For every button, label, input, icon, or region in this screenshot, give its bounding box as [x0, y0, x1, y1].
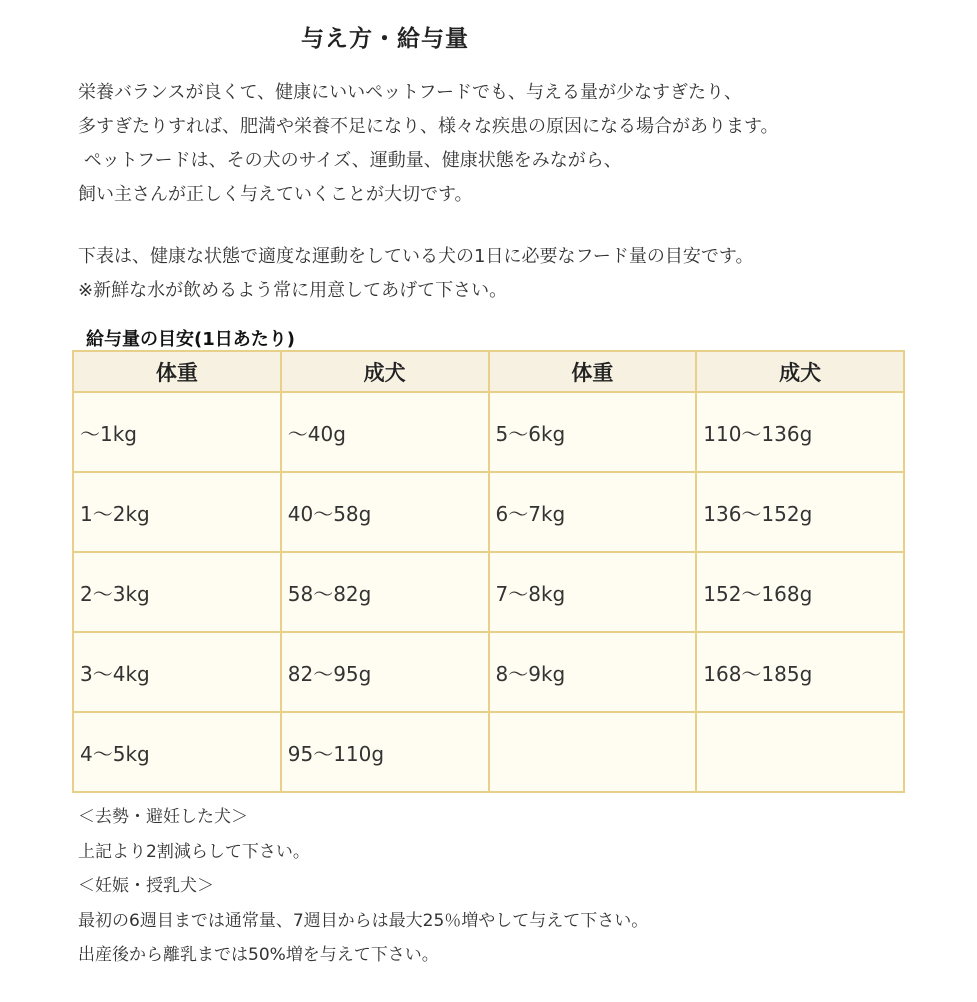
intro-line: 飼い主さんが正しく与えていくことが大切です。: [78, 184, 473, 205]
table-cell: 136～152g: [696, 472, 904, 552]
table-row: [73, 632, 904, 712]
table-cell: 6～7kg: [489, 472, 697, 552]
table-row: [73, 392, 904, 472]
table-cell: 58～82g: [281, 552, 489, 632]
header-weight: 体重: [73, 351, 281, 392]
table-cell: 1～2kg: [73, 472, 281, 552]
info-paragraph: [78, 240, 753, 308]
intro-line: ペットフードは、その犬のサイズ、運動量、健康状態をみながら、: [78, 150, 622, 171]
table-cell: 95～110g: [281, 712, 489, 792]
table-cell-empty: [489, 712, 697, 792]
table-cell: 168～185g: [696, 632, 904, 712]
note-heading-neutered: ＜去勢・避妊した犬＞: [78, 807, 248, 827]
table-cell: 7～8kg: [489, 552, 697, 632]
note-heading-pregnant: ＜妊娠・授乳犬＞: [78, 876, 214, 896]
note-line: 上記より2割減らして下さい。: [78, 841, 310, 862]
info-line: 下表は、健康な状態で適度な運動をしている犬の1日に必要なフード量の目安です。: [78, 246, 754, 267]
table-cell: 3～4kg: [73, 632, 281, 712]
table-cell: 4～5kg: [73, 712, 281, 792]
info-line: ※新鮮な水が飲めるよう常に用意してあげて下さい。: [78, 280, 508, 301]
table-cell: 8～9kg: [489, 632, 697, 712]
table-cell: ～1kg: [73, 392, 281, 472]
table-row: [73, 552, 904, 632]
table-caption: 給与量の目安(1日あたり): [86, 329, 295, 350]
intro-line: 多すぎたりすれば、肥満や栄養不足になり、様々な疾患の原因になる場合があります。: [78, 116, 779, 137]
notes-section: [78, 800, 648, 973]
header-adult: 成犬: [696, 351, 904, 392]
table-cell: 5～6kg: [489, 392, 697, 472]
table-cell: 110～136g: [696, 392, 904, 472]
intro-line: 栄養バランスが良くて、健康にいいペットフードでも、与える量が少なすぎたり、: [78, 82, 743, 103]
feeding-table: [72, 350, 905, 793]
note-line: 最初の6週目までは通常量、7週目からは最大25％増やして与えて下さい。: [78, 910, 649, 931]
table-row: [73, 712, 904, 792]
table-cell: 2～3kg: [73, 552, 281, 632]
note-line: 出産後から離乳までは50%増を与えて下さい。: [78, 945, 439, 965]
table-cell-empty: [696, 712, 904, 792]
header-weight: 体重: [489, 351, 697, 392]
page-title: 与え方・給与量: [301, 26, 469, 53]
table-cell: 82～95g: [281, 632, 489, 712]
intro-paragraph: [78, 76, 779, 212]
table-cell: ～40g: [281, 392, 489, 472]
table-row: [73, 472, 904, 552]
table-cell: 152～168g: [696, 552, 904, 632]
header-adult: 成犬: [281, 351, 489, 392]
table-header-row: [73, 351, 904, 392]
table-cell: 40～58g: [281, 472, 489, 552]
